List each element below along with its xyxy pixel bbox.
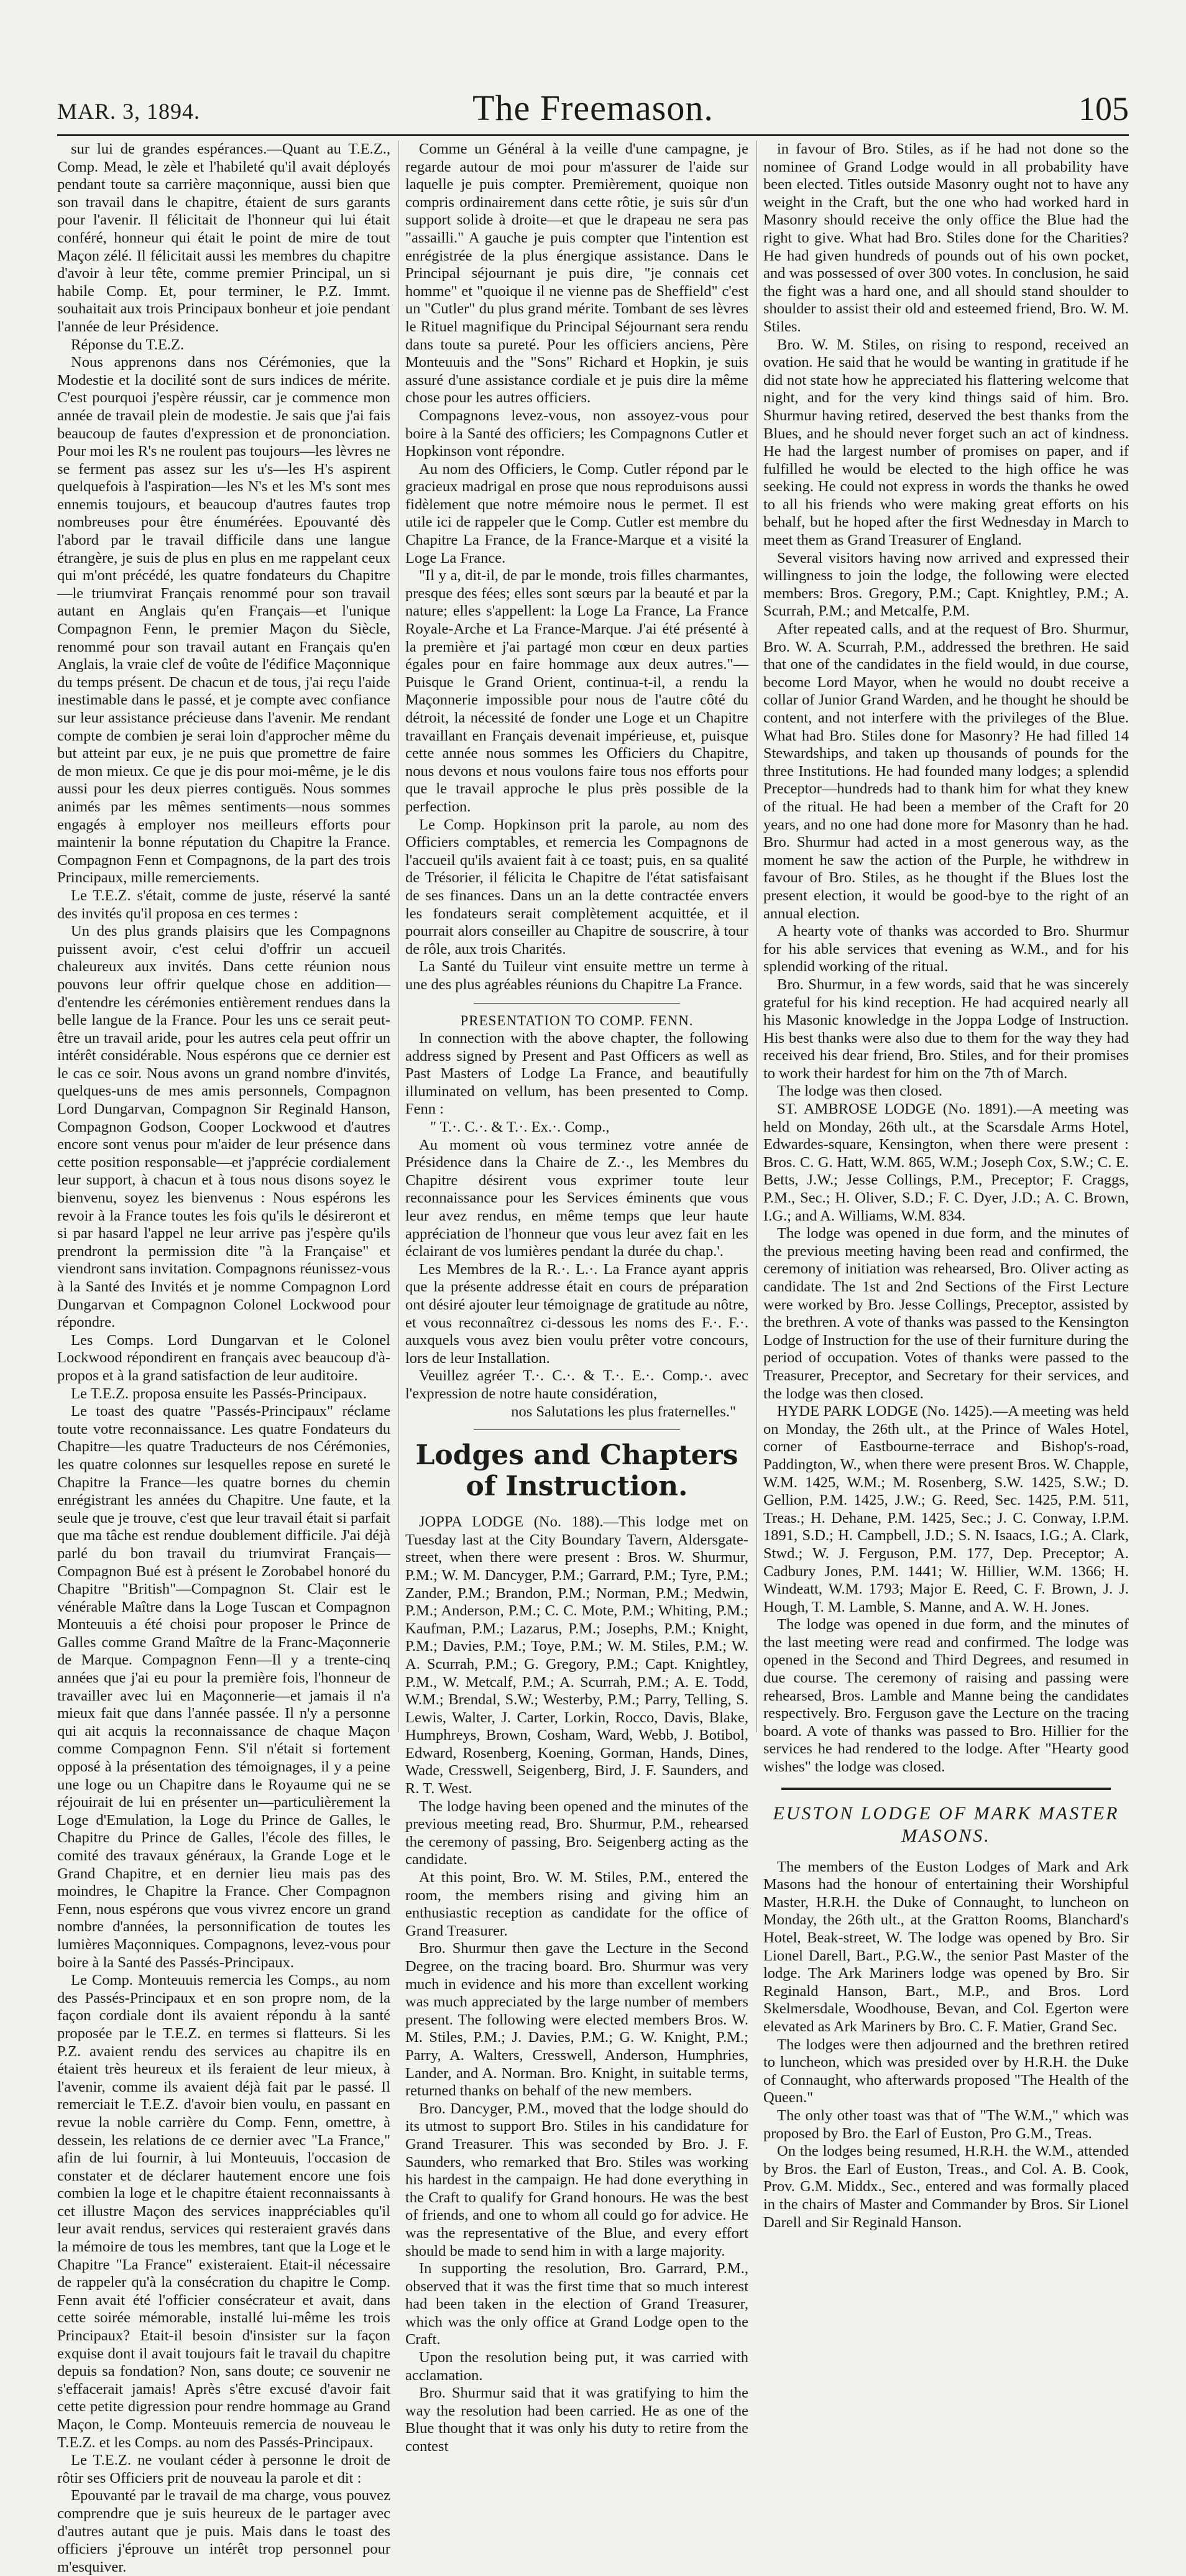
paragraph: Le toast des quatre "Passés-Principaux" réclame toute votre reconnaissance. Les quatre Fondateurs du Chapitre—les quatre Traducteurs de nos Cérémonies, les quatre colonnes sur lesquelles repose en sureté le Chapitre la France—les quatre bornes du chemin enrégistrant les années du Chapitre. Une faute, et la seule que je trouve, c'est que leur travail était si parfait que ma tâche est rendue doublement difficile. J'ai déjà parlé du bon travail du triumvirat Français—Compagnon Bué est à présent le Zorobabel honoré du Chapitre "British"—Compagnon St. Clair est le vénérable Maître dans la Loge Tuscan et Compagnon Monteuuis a été choisi pour proposer le Prince de Galles comme Grand Maître de la Franc-Maçonnerie de Marque. Compagnon Fenn—Il y a trente-cinq années que j'ai eu pour la première fois, l'honneur de travailler avec lui en Maçonnerie—et jamais il n'a mieux fait que dans l'année passée. Il n'y a personne qui ait acquis la reconnaissance de chaque Maçon comme Compagnon Fenn. S'il n'était si fortement opposé à la présentation des témoignages, il y a peine une loge ou un Chapitre dans le Royaume qui ne se réjouirait de lui en présenter un—particulièrement la Loge d'Emulation, la Loge du Prince de Galles, le Chapitre du Prince de Galles, l'école des filles, le comité des travaux généraux, la Grande Loge et le Grand Chapitre, et en dernier lieu mais pas des moindres, le Chapitre la France. Cher Compagnon Fenn, nous espérons que vous vivrez encore un grand nombre d'années, la personnification de toutes les lumières Maçonniques. Compagnons, levez-vous pour boire à la Santé des Passés-Principaux. bbox=[57, 1403, 390, 1971]
column-2 bbox=[405, 141, 748, 2455]
paragraph: In supporting the resolution, Bro. Garrard, P.M., observed that it was the first time that so much interest had been taken in the election of Grand Treasurer, which was the only office at Grand Lodge open to the Craft. bbox=[405, 2260, 748, 2348]
paragraph: Le T.E.Z. s'était, comme de juste, réservé la santé des invités qu'il proposa en ces termes : bbox=[57, 887, 390, 922]
paragraph: Un des plus grands plaisirs que les Compagnons puissent avoir, c'est celui d'offrir un accueil chaleureux aux invités. Dans cette réunion nous pouvons leur offrir quelque chose en addition—d'entendre les cérémonies entièrement rendues dans la belle langue de la France. Pour les uns ce serait peut-être un travail aride, pour les autres cela peut offrir un intérêt considérable. Nous espérons que ce dernier est le cas ce soir. Nous avons un grand nombre d'invités, quelques-uns de mes amis personnels, Compagnon Lord Dungarvan, Compagnon Sir Reginald Hanson, Compagnon Godson, Cooper Lockwood et d'autres encore sont venus pour m'aider de leur présence dans cette position responsable—et j'apprécie cordialement leur support, à chacun et à tous nous disons soyez le bienvenu, soyez les bienvenus : Nous espérons les revoir à la France toutes les fois qu'ils le désireront et si par hasard l'appel ne leur arrive pas j'espère qu'ils prendront la permission dite "à la Française" et viendront sans invitation. Compagnons réunissez-vous à la Santé des Invités et je nomme Compagnon Lord Dungarvan et Compagnon Colonel Lockwood pour répondre. bbox=[57, 923, 390, 1331]
masthead bbox=[57, 87, 1129, 131]
address-signoff: nos Salutations les plus fraternelles." bbox=[511, 1403, 736, 1420]
paragraph: sur lui de grandes espérances.—Quant au T.E.Z., Comp. Mead, le zèle et l'habileté qu'il avait déployés pendant toute sa carrière maçonnique, aussi bien que son travail dans le chapitre, étaient de surs garants pour l'avenir. Il félicitait de l'honneur qui lui était conféré, honneur qui était le point de mire de tout Maçon zélé. Il félicitait aussi les membres du chapitre d'avoir à leur tête, comme premier Principal, un si habile Comp. Et, pour terminer, le P.Z. Immt. souhaitait aux trois Principaux bonheur et joie pendant l'année de leur Présidence. bbox=[57, 141, 390, 335]
paragraph: The members of the Euston Lodges of Mark and Ark Masons had the honour of entertaining their Worshipful Master, H.R.H. the Duke of Connaught, to luncheon on Monday, the 26th ult., at the Gratton Rooms, Blanchard's Hotel, Beak-street, W. The lodge was opened by Bro. Sir Lionel Darell, Bart., P.G.W., the senior Past Master of the lodge. The Ark Mariners lodge was opened by Bro. Sir Reginald Hanson, Bart., M.P., and Bros. Lord Skelmersdale, Woodhouse, Bevan, and Col. Egerton were elevated as Ark Mariners by Bro. C. F. Matier, Grand Sec. bbox=[763, 1858, 1129, 2035]
article-heading: PRESENTATION TO COMP. FENN. bbox=[460, 1012, 694, 1028]
address-line: " T.·. C.·. & T.·. Ex.·. Comp., bbox=[430, 1119, 610, 1136]
paragraph: The lodge was then closed. bbox=[777, 1083, 943, 1100]
paragraph: Bro. W. M. Stiles, on rising to respond, received an ovation. He said that he would be wanting in gratitude if he did not state how he appreciated his flattering welcome that night, and for the very kind things said of him. Bro. Shurmur having retired, deserved the best thanks from the Blues, and he should never forget such an act of kindness. He had the largest number of promises on paper, and if fulfilled he would be elected to the high office he was seeking. He could not express in words the thanks he owed to all his friends who were making great efforts on his behalf, but he hoped after the first Wednesday in March to meet them as Grand Treasurer of England. bbox=[763, 336, 1129, 549]
paragraph: Compagnons levez-vous, non assoyez-vous pour boire à la Santé des officiers; les Compagnons Cutler et Hopkinson vont répondre. bbox=[405, 407, 748, 460]
address-paragraph: Veuillez agréer T.·. C.·. & T.·. E.·. Comp.·. avec l'expression de notre haute considération, bbox=[405, 1367, 748, 1402]
paragraph: Bro. Dancyger, P.M., moved that the lodge should do its utmost to support Bro. Stiles in his candidature for Grand Treasurer. This was seconded by Bro. J. F. Saunders, who remarked that Bro. Stiles was working his hardest in the campaign. He had done everything in the Craft to qualify for Grand honours. He was the best of friends, and one to whom all could go for advice. He was the representative of the Blue, and every effort should be made to send him in with a large majority. bbox=[405, 2100, 748, 2260]
paragraph: In connection with the above chapter, the following address signed by Present and Past Officers as well as Past Masters of Lodge La France, and beautifully illuminated on vellum, has been presented to Comp. Fenn : bbox=[405, 1030, 748, 1118]
paragraph: HYDE PARK LODGE (No. 1425).—A meeting was held on Monday, the 26th ult., at the Prince of Wales Hotel, corner of Eastbourne-terrace and Bishop's-road, Paddington, W., when there were present Bros. W. Chapple, W.M. 1425, W.M.; M. Rosenberg, S.W. 1425, S.W.; D. Gellion, P.M. 1425, J.W.; G. Reed, Sec. 1425, P.M. 511, Treas.; H. Dehane, P.M. 1425, Sec.; J. C. Conway, I.P.M. 1891, S.D.; H. Campbell, J.D.; S. N. Isaacs, I.G.; A. Clark, Stwd.; W. J. Ferguson, P.M. 177, Dep. Preceptor; A. Cadbury Jones, P.M. 1441; W. Hillier, W.M. 1366; H. Windeatt, W.M. 1793; Major E. Reed, C. F. Brown, J. J. Hough, T. M. Lamble, S. Manne, and A. W. H. Jones. bbox=[763, 1403, 1129, 1615]
paragraph: in favour of Bro. Stiles, as if he had not done so the nominee of Grand Lodge would in all probability have been elected. Titles outside Masonry ought not to have any weight in the Craft, but the one who had worked hard in Masonry should receive the only office the Blue had the right to give. What had Bro. Stiles done for the Charities? He had given hundreds of pounds out of his own pocket, and was possessed of over 300 votes. In conclusion, he said the fight was a hard one, and all should stand shoulder to shoulder to assist their old and esteemed friend, Bro. W. M. Stiles. bbox=[763, 141, 1129, 335]
paragraph: Bro. Shurmur said that it was gratifying to him the way the resolution had been carried. He as one of the Blue thought that it was only his duty to retire from the contest bbox=[405, 2384, 748, 2455]
paragraph: Réponse du T.E.Z. bbox=[71, 336, 185, 353]
paragraph: Nous apprenons dans nos Cérémonies, que la Modestie et la docilité sont de surs indices de mérite. C'est pourquoi j'espère réussir, car je commence mon année de travail plein de modestie. Je sais que j'ai fais beaucoup de fautes d'expression et de prononciation. Pour moi les R's ne roulent pas toujours—les lèvres ne se ferment pas assez sur les u's—les H's aspirent quelquefois à l'aspiration—les N's et les M's sont mes ennemis toujours, et beaucoup d'autres fautes trop nombreuses pour être énumérées. Epouvanté dès l'abord par le travail difficile dans une langue étrangère, je suis de plus en plus en me rappelant ceux qui m'ont précédé, les quatre fondateurs du Chapitre—le triumvirat Français renommé pour son travail autant en Anglais qu'en Français—et l'unique Compagnon Fenn, le premier Maçon du Siècle, renommé pour son travail autant en Français qu'en Anglais, la vraie clef de voûte de l'édifice Maçonnique du temps présent. De chacun et de tous, j'ai reçu l'aide inestimable dans le passé, et je compte avec confiance sur leur assistance précieuse dans l'avenir. Me rendant compte de combien je serai loin d'approcher même du but atteint par eux, je ne puis que promettre de faire de mon mieux. Ce que je dis pour moi-même, je le dis aussi pour les deux pierres contiguës. Nous sommes animés par les mêmes sentiments—nous sommes engagés à employer nos meilleurs efforts pour maintenir la bonne réputation du Chapitre la France. Compagnon Fenn et Compagnons, de la part des trois Principaux, mille remerciements. bbox=[57, 354, 390, 887]
paragraph: The lodge having been opened and the minutes of the previous meeting read, Bro. Shurmur, P.M., rehearsed the ceremony of passing, Bro. Seigenberg acting as the candidate. bbox=[405, 1798, 748, 1868]
paragraph: Au nom des Officiers, le Comp. Cutler répond par le gracieux madrigal en prose que nous reproduisons aussi fidèlement que notre mémoire nous le permet. Il est utile ici de rappeler que le Comp. Cutler est membre du Chapitre La France, de la France-Marque et a visité la Loge La France. bbox=[405, 460, 748, 566]
paragraph: Bro. Shurmur then gave the Lecture in the Second Degree, on the tracing board. Bro. Shurmur was very much in evidence and his more than excellent working was much appreciated by the large number of members present. The following were elected members Bros. W. M. Stiles, P.M.; J. Davies, P.M.; G. W. Knight, P.M.; Parry, A. Walters, Cresswell, Anderson, Humphries, Lander, and A. Norman. Bro. Knight, in suitable terms, returned thanks on behalf of the new members. bbox=[405, 1940, 748, 2100]
paragraph: Le T.E.Z. ne voulant céder à personne le droit de rôtir ses Officiers prit de nouveau la parole et dit : bbox=[57, 2452, 390, 2486]
paragraph: A hearty vote of thanks was accorded to Bro. Shurmur for his able services that evening as W.M., and for his splendid working of the ritual. bbox=[763, 923, 1129, 976]
paragraph: ST. AMBROSE LODGE (No. 1891).—A meeting was held on Monday, 26th ult., at the Scarsdale Arms Hotel, Edwardes-square, Kensington, when there were present : Bros. C. G. Hatt, W.M. 865, W.M.; Joseph Cox, S.W.; C. E. Betts, J.W.; Jesse Collings, P.M., Preceptor; F. Craggs, P.M., Sec.; H. Oliver, S.D.; F. C. Dyer, J.D.; A. C. Brown, I.G.; and A. Williams, W.M. 834. bbox=[763, 1101, 1129, 1224]
paragraph: JOPPA LODGE (No. 188).—This lodge met on Tuesday last at the City Boundary Tavern, Aldersgate-street, when there were present : Bros. W. Shurmur, P.M.; W. M. Dancyger, P.M.; Garrard, P.M.; Tyre, P.M.; Zander, P.M.; Brandon, P.M.; Norman, P.M.; Medwin, P.M.; Anderson, P.M.; C. C. Mote, P.M.; Whiting, P.M.; Kaufman, P.M.; Lazarus, P.M.; Josephs, P.M.; Knight, P.M.; Davies, P.M.; Toye, P.M.; W. M. Stiles, P.M.; W. A. Scurrah, P.M.; G. Gregory, P.M.; Capt. Knightley, P.M., W. Metcalf, P.M.; A. Scurrah, P.M.; A. E. Todd, W.M.; Brendal, S.W.; Westerby, P.M.; Parry, Telling, S. Lewis, Walter, J. Carter, Lorkin, Rocco, Davis, Blake, Humphreys, Brown, Cosham, Ward, Webb, J. Botibol, Edward, Rosenberg, Koening, Gorman, Hands, Dines, Wade, Cresswell, Seigenberg, Bird, J. F. Saunders, and R. T. West. bbox=[405, 1513, 748, 1798]
paragraph: Bro. Shurmur, in a few words, said that he was sincerely grateful for his kind reception. He had acquired nearly all his Masonic knowledge in the Joppa Lodge of Instruction. His best thanks were also due to them for the way they had received his dear friend, Bro. Stiles, and for their promises to work their hardest for him on the 7th of March. bbox=[763, 976, 1129, 1082]
section-heading: Lodges and Chapters of Instruction. bbox=[415, 1439, 738, 1503]
paragraph: Several visitors having now arrived and expressed their willingness to join the lodge, the following were elected members: Bros. Gregory, P.M.; Capt. Knightley, P.M.; A. Scurrah, P.M.; and Metcalfe, P.M. bbox=[763, 549, 1129, 620]
paragraph: Upon the resolution being put, it was carried with acclamation. bbox=[405, 2349, 748, 2384]
section-rule bbox=[474, 1003, 679, 1004]
masthead-rule bbox=[57, 134, 1129, 136]
column-3 bbox=[763, 141, 1129, 2231]
section-rule bbox=[781, 1788, 1110, 1790]
paragraph: At this point, Bro. W. M. Stiles, P.M., entered the room, the members rising and giving him an enthusiastic reception as candidate for the office of Grand Treasurer. bbox=[405, 1869, 748, 1939]
section-rule bbox=[474, 1429, 679, 1430]
publication-title: The Freemason. bbox=[472, 88, 714, 128]
paragraph: "Il y a, dit-il, de par le monde, trois filles charmantes, presque des fées; elles sont sœurs par la beauté et par la nature; elles s'appellent: la Loge La France, La France Royale-Arche et La France-Marque. J'ai été présenté à la première et j'ai partagé mon cœur en deux parties égales pour en faire hommage aux deux autres."—Puisque le Grand Orient, continua-t-il, a rendu la Maçonnerie impossible pour nous de l'autre côté du détroit, la nécessité de fonder une Loge et un Chapitre travaillant en Français devenait impérieuse, et, puisque cette année nous sommes les Officiers du Chapitre, nous devons et nous voulons faire tous nos efforts pour que le travail approche le plus près possible de la perfection. bbox=[405, 567, 748, 815]
address-paragraph: Les Membres de la R.·. L.·. La France ayant appris que la présente addresse était en cours de préparation ont désiré ajouter leur témoignage de gratitude au nôtre, et vous reconnaîtrez ci-dessous les noms des F.·. F.·. auxquels vous avez bien voulu prêter votre concours, lors de leur Installation. bbox=[405, 1260, 748, 1367]
paragraph: The lodge was opened in due form, and the minutes of the last meeting were read and confirmed. The lodge was opened in the Second and Third Degrees, and resumed in due course. The ceremony of raising and passing were rehearsed, Bros. Lamble and Manne being the candidates respectively. Bro. Ferguson gave the Lecture on the tracing board. A vote of thanks was passed to Bro. Hillier for the services he had rendered to the lodge. After "Hearty good wishes" the lodge was closed. bbox=[763, 1616, 1129, 1776]
paragraph: On the lodges being resumed, H.R.H. the W.M., attended by Bros. the Earl of Euston, Treas., and Col. A. B. Cook, Prov. G.M. Middx., Sec., entered and was formally placed in the chairs of Master and Commander by Bros. Sir Lionel Darell and Sir Reginald Hanson. bbox=[763, 2143, 1129, 2231]
paragraph: La Santé du Tuileur vint ensuite mettre un terme à une des plus agréables réunions du Chapitre La France. bbox=[405, 958, 748, 993]
paragraph: Comme un Général à la veille d'une campagne, je regarde autour de moi pour m'assurer de l'aide sur laquelle je puis compter. Premièrement, quoique non compris ordinairement dans cette rôtie, je suis sûr d'un support solide à droite—et que le drapeau ne sera pas "assailli." A gauche je puis compter que l'intention est enrégistrée de la plus énergique assistance. Dans le Principal séjournant je puis dire, "je connais cet homme" et "quoique il ne vienne pas de Sheffield" c'est un "Cutler" du plus grand mérite. Tombant de ses lèvres le Rituel magnifique du Principal Séjournant sera rendu dans toute sa pureté. Pour les officiers anciens, Père Monteuuis and the "Sons" Richard et Hopkin, je suis assuré d'une assistance cordiale et je puis dire la même chose pour les autres officiers. bbox=[405, 141, 748, 407]
paragraph: The lodge was opened in due form, and the minutes of the previous meeting having been read and confirmed, the ceremony of initiation was rehearsed, Bro. Oliver acting as candidate. The 1st and 2nd Sections of the First Lecture were worked by Bro. Jesse Collings, Preceptor, assisted by the brethren. A vote of thanks was passed to the Kensington Lodge of Instruction for the use of their furniture during the period of occupation. Votes of thanks were passed to the Treasurer, Preceptor, and Secretary for their services, and the lodge was then closed. bbox=[763, 1225, 1129, 1402]
paragraph: Les Comps. Lord Dungarvan et le Colonel Lockwood répondirent en français avec beaucoup d'à-propos et à la grand satisfaction de leur auditoire. bbox=[57, 1331, 390, 1384]
paragraph: The only other toast was that of "The W.M.," which was proposed by Bro. the Earl of Euston, Pro G.M., Treas. bbox=[763, 2107, 1129, 2142]
page-number: 105 bbox=[1078, 90, 1129, 127]
paragraph: Epouvanté par le travail de ma charge, vous pouvez comprendre que je suis heureux de le partager avec d'autres autant que je puis. Mais dans le toast des officiers j'éprouve un intérêt trop personnel pour m'esquiver. bbox=[57, 2487, 390, 2575]
paragraph: The lodges were then adjourned and the brethren retired to luncheon, which was presided over by H.R.H. the Duke of Connaught, who afterwards proposed "The Health of the Queen." bbox=[763, 2036, 1129, 2107]
address-paragraph: Au moment où vous terminez votre année de Présidence dans la Chaire de Z.·., les Membres du Chapitre désirent vous exprimer toute leur reconnaissance pour les Services éminents que vous leur avez rendus, en même temps que leur haute appréciation de l'honneur que vous leur avez fait en les éclairant de vos lumières pendant la durée du chap.'. bbox=[405, 1136, 748, 1260]
paragraph: After repeated calls, and at the request of Bro. Shurmur, Bro. W. A. Scurrah, P.M., addressed the brethren. He said that one of the candidates in the field would, in due course, become Lord Mayor, when he would no doubt receive a collar of Junior Grand Warden, and he thought he should be content, and not interfere with the privileges of the Blue. What had Bro. Stiles done for Masonry? He had filled 14 Stewardships, and taken up thousands of pounds for the three Institutions. He had founded many lodges; a splendid Preceptor—hundreds had to thank him for what they knew of the ritual. He had been a member of the Craft for 20 years, and no one had done more for Masonry than he had. Bro. Shurmur had acted in a most generous way, as the moment he saw the action of the Purple, he withdrew in favour of Bro. Stiles, as he thought if the Blues lost the present election, it would be good-bye to the right of an annual election. bbox=[763, 621, 1129, 922]
paragraph: Le Comp. Hopkinson prit la parole, au nom des Officiers comptables, et remercia les Compagnons de l'accueil qu'ils avaient fait à ce toast; puis, en sa qualité de Trésorier, il félicita le Chapitre de l'état satisfaisant de ses finances. Dans un an la dette contractée envers les fondateurs serait complètement acquittée, et il pourrait alors conseiller au Chapitre de souscrire, à tour de rôle, aux trois Charités. bbox=[405, 816, 748, 958]
column-1 bbox=[57, 141, 390, 2575]
section-heading: EUSTON LODGE OF MARK MASTER MASONS. bbox=[773, 1803, 1119, 1846]
issue-date: MAR. 3, 1894. bbox=[57, 99, 201, 124]
paragraph: Le Comp. Monteuuis remercia les Comps., au nom des Passés-Principaux et en son propre nom, de la façon cordiale dont ils avaient répondu à la santé proposée par le T.E.Z. en termes si flatteurs. Si les P.Z. avaient rendu des services au chapitre ils en étaient très heureux et ils feraient de leur mieux, à l'avenir, comme ils avaient déjà fait par le passé. Il remerciait le T.E.Z. d'avoir bien voulu, en passant en revue la noble carrière du Comp. Fenn, omettre, à dessein, les relations de ce dernier avec "La France," afin de lui fournir, à lui Monteuuis, l'occasion de constater et de déclarer hautement encore une fois combien la loge et le chapitre étaient reconnaissants à cet illustre Maçon des services inappréciables qu'il leur avait rendus, services qui resteraient gravés dans la mémoire de tous les membres, tant que la Loge et le Chapitre "La France" existeraient. Etait-il nécessaire de rappeler qu'à la consécration du chapitre le Comp. Fenn avait été l'officier consécrateur et avait, dans cette soirée mémorable, installé lui-même les trois Principaux? Etait-il besoin d'insister sur la façon exquise dont il avait toujours fait le travail du chapitre depuis sa fondation? Non, sans doute; ce souvenir ne s'effacerait jamais! Après s'être excusé d'avoir fait cette petite digression pour rendre hommage au Grand Maçon, le Comp. Monteuuis remercia de nouveau le T.E.Z. et les Comps. au nom des Passés-Principaux. bbox=[57, 1972, 390, 2451]
paragraph: Le T.E.Z. proposa ensuite les Passés-Principaux. bbox=[71, 1385, 367, 1402]
